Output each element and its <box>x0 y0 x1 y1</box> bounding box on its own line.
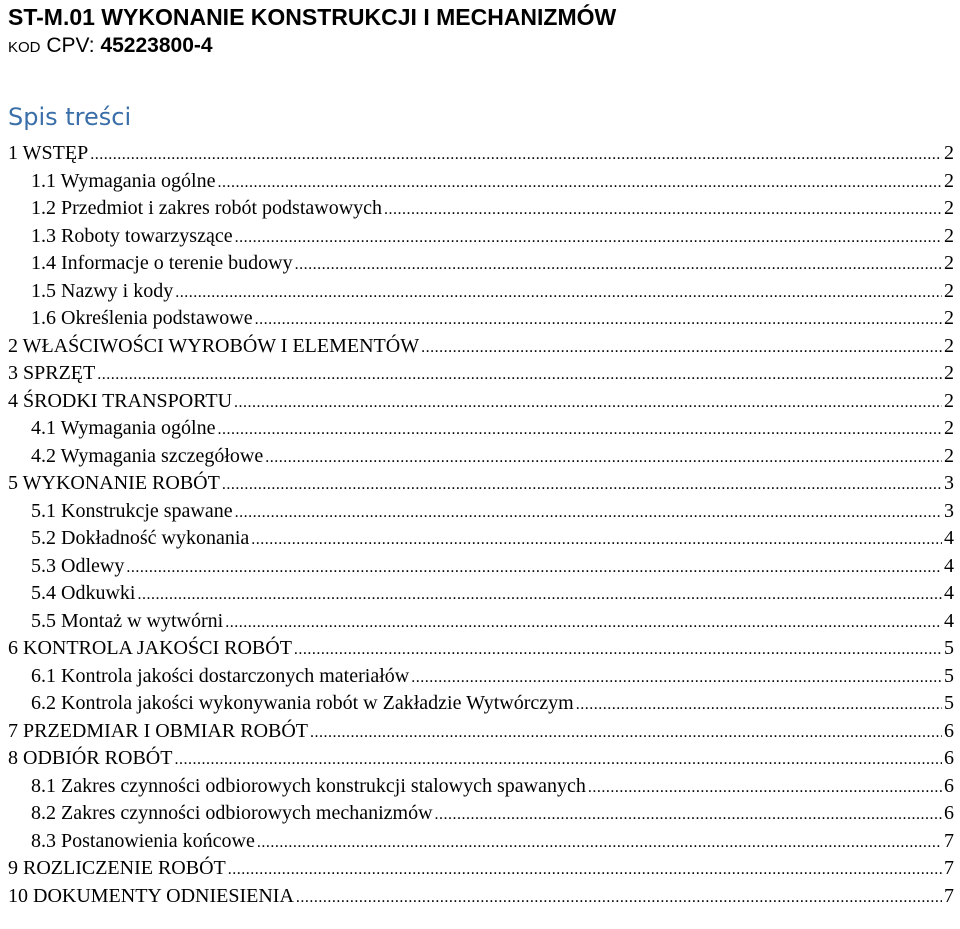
toc-entry-page-number: 2 <box>944 224 954 247</box>
toc-entry-page-number: 7 <box>944 829 954 852</box>
toc-entry-page-number: 7 <box>944 884 954 907</box>
toc-entry[interactable] <box>8 360 954 388</box>
toc-dot-leader <box>265 444 942 472</box>
toc-dot-leader <box>255 306 942 334</box>
toc-entry-title: 8 ODBIÓR ROBÓT <box>8 747 173 769</box>
code-value: 45223800-4 <box>100 34 213 57</box>
toc-entry-page-number: 2 <box>944 362 954 384</box>
toc-entry-page-number: 5 <box>944 692 954 714</box>
toc-entry-title: 6.2 Kontrola jakości wykonywania robót w Zakładzie Wytwórczym <box>31 692 574 714</box>
toc-entry-page-number: 2 <box>944 417 954 439</box>
toc-entry[interactable] <box>8 168 954 196</box>
toc-dot-leader <box>137 581 942 609</box>
toc-dot-leader <box>174 746 942 774</box>
toc-dot-leader <box>421 334 942 362</box>
toc-entry-page-number: 2 <box>944 279 954 302</box>
toc-entry-title: 1 WSTĘP <box>8 142 89 164</box>
toc-dot-leader <box>228 856 942 884</box>
toc-dot-leader <box>235 224 942 252</box>
toc-entry-title: 1.1 Wymagania ogólne <box>31 169 216 192</box>
toc-dot-leader <box>576 691 942 719</box>
toc-dot-leader <box>90 141 942 169</box>
toc-dot-leader <box>435 801 942 829</box>
toc-entry[interactable] <box>8 580 954 608</box>
toc-dot-leader <box>251 526 942 554</box>
toc-entry-page-number: 7 <box>944 857 954 879</box>
toc-entry-page-number: 4 <box>944 582 954 604</box>
toc-heading: Spis treści <box>8 103 132 131</box>
toc-entry-page-number: 6 <box>944 719 954 742</box>
toc-entry-page-number: 2 <box>944 169 954 192</box>
toc-entry[interactable] <box>8 470 954 498</box>
toc-entry[interactable] <box>8 415 954 443</box>
toc-entry[interactable] <box>8 800 954 828</box>
toc-entry-page-number: 4 <box>944 527 954 549</box>
toc-entry-title: 8.3 Postanowienia końcowe <box>31 829 255 852</box>
toc-dot-leader <box>97 361 942 389</box>
toc-entry-page-number: 3 <box>944 472 954 494</box>
toc-entry-title: 8.1 Zakres czynności odbiorowych konstrukcji stalowych spawanych <box>31 774 586 797</box>
toc-entry[interactable] <box>8 663 954 691</box>
toc-entry[interactable] <box>8 140 954 168</box>
toc-entry[interactable] <box>8 883 954 911</box>
toc-entry-page-number: 6 <box>944 774 954 797</box>
toc-entry-page-number: 2 <box>944 389 954 412</box>
toc-entry-title: 9 ROZLICZENIE ROBÓT <box>8 857 226 879</box>
toc-entry[interactable] <box>8 718 954 746</box>
toc-entry-title: 5 WYKONANIE ROBÓT <box>8 472 220 494</box>
toc-entry-title: 3 SPRZĘT <box>8 362 96 384</box>
toc-entry-title: 5.1 Konstrukcje spawane <box>31 499 233 522</box>
code-label: KOD <box>8 39 41 56</box>
toc-entry-page-number: 2 <box>944 252 954 274</box>
table-of-contents <box>8 140 954 910</box>
toc-entry-title: 6 KONTROLA JAKOŚCI ROBÓT <box>8 637 292 659</box>
toc-entry-title: 1.3 Roboty towarzyszące <box>31 224 233 247</box>
toc-entry[interactable] <box>8 690 954 718</box>
document-code-line <box>8 32 954 62</box>
toc-entry[interactable] <box>8 855 954 883</box>
toc-entry-title: 5.3 Odlewy <box>31 554 125 577</box>
toc-entry-title: 5.2 Dokładność wykonania <box>31 527 250 549</box>
toc-entry-page-number: 2 <box>944 444 954 467</box>
toc-entry-title: 2 WŁAŚCIWOŚCI WYROBÓW I ELEMENTÓW <box>8 334 420 357</box>
toc-entry-title: 7 PRZEDMIAR I OBMIAR ROBÓT <box>8 719 309 742</box>
toc-entry-title: 10 DOKUMENTY ODNIESIENIA <box>8 884 294 907</box>
toc-entry[interactable] <box>8 278 954 306</box>
toc-entry[interactable] <box>8 608 954 636</box>
toc-entry[interactable] <box>8 773 954 801</box>
toc-entry[interactable] <box>8 195 954 223</box>
toc-dot-leader <box>225 609 942 637</box>
toc-entry-title: 5.4 Odkuwki <box>31 582 136 604</box>
toc-dot-leader <box>218 169 943 197</box>
document-page <box>8 0 954 910</box>
toc-entry-title: 6.1 Kontrola jakości dostarczonych materiałów <box>31 664 410 687</box>
toc-entry-page-number: 6 <box>944 802 954 824</box>
toc-entry-title: 5.5 Montaż w wytwórni <box>31 609 224 632</box>
toc-dot-leader <box>218 416 943 444</box>
toc-entry-title: 4.1 Wymagania ogólne <box>31 417 216 439</box>
toc-entry[interactable] <box>8 223 954 251</box>
toc-entry-page-number: 4 <box>944 554 954 577</box>
toc-entry-page-number: 4 <box>944 609 954 632</box>
toc-entry[interactable] <box>8 388 954 416</box>
code-cpv-label: CPV: <box>46 34 95 57</box>
toc-entry[interactable] <box>8 305 954 333</box>
toc-dot-leader <box>295 251 942 279</box>
document-title: ST-M.01 WYKONANIE KONSTRUKCJI I MECHANIZMÓW <box>8 4 617 30</box>
toc-dot-leader <box>222 471 942 499</box>
toc-entry[interactable] <box>8 333 954 361</box>
toc-dot-leader <box>175 279 942 307</box>
toc-entry-title: 1.4 Informacje o terenie budowy <box>31 252 293 274</box>
toc-entry-title: 1.2 Przedmiot i zakres robót podstawowych <box>31 197 383 219</box>
toc-dot-leader <box>296 884 942 912</box>
toc-entry-page-number: 6 <box>944 747 954 769</box>
toc-entry-title: 1.6 Określenia podstawowe <box>31 307 253 329</box>
toc-entry[interactable] <box>8 498 954 526</box>
toc-entry-title: 4 ŚRODKI TRANSPORTU <box>8 389 233 412</box>
toc-dot-leader <box>235 499 942 527</box>
toc-entry[interactable] <box>8 443 954 471</box>
toc-dot-leader <box>310 719 942 747</box>
toc-dot-leader <box>126 554 942 582</box>
toc-entry[interactable] <box>8 828 954 856</box>
toc-dot-leader <box>294 636 942 664</box>
toc-entry[interactable] <box>8 250 954 278</box>
toc-dot-leader <box>411 664 942 692</box>
toc-entry-page-number: 5 <box>944 637 954 659</box>
toc-entry[interactable] <box>8 635 954 663</box>
toc-entry-page-number: 5 <box>944 664 954 687</box>
toc-entry-page-number: 2 <box>944 334 954 357</box>
toc-entry-page-number: 2 <box>944 307 954 329</box>
toc-entry-title: 1.5 Nazwy i kody <box>31 279 174 302</box>
toc-entry-title: 8.2 Zakres czynności odbiorowych mechanizmów <box>31 802 433 824</box>
toc-entry[interactable] <box>8 525 954 553</box>
toc-dot-leader <box>384 196 942 224</box>
toc-entry-page-number: 2 <box>944 197 954 219</box>
toc-entry[interactable] <box>8 553 954 581</box>
toc-dot-leader <box>257 829 942 857</box>
toc-dot-leader <box>588 774 942 802</box>
toc-entry[interactable] <box>8 745 954 773</box>
toc-entry-page-number: 3 <box>944 499 954 522</box>
toc-entry-page-number: 2 <box>944 142 954 164</box>
toc-dot-leader <box>234 389 942 417</box>
toc-entry-title: 4.2 Wymagania szczegółowe <box>31 444 264 467</box>
